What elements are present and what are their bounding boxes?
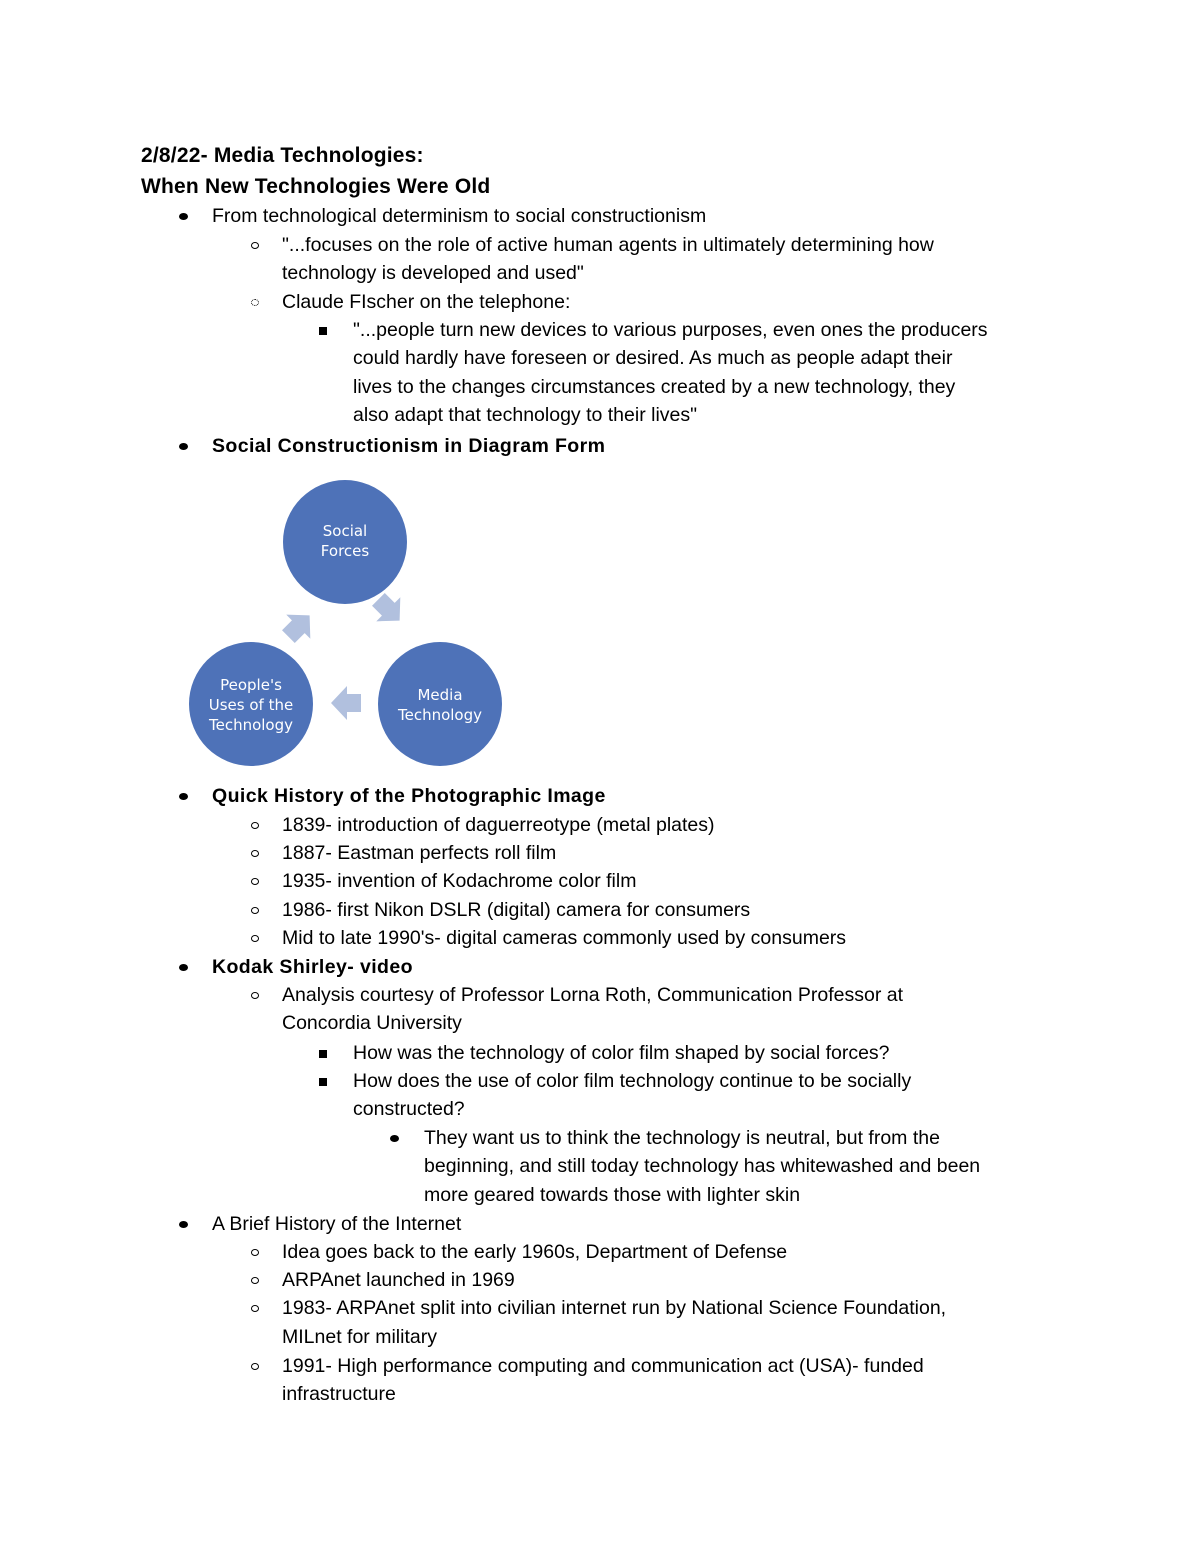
section-heading: Social Constructionism in Diagram Form xyxy=(212,435,606,457)
list-item: 1983- ARPAnet split into civilian internet run by National Science Foundation, xyxy=(282,1297,947,1319)
list-item: ARPAnet launched in 1969 xyxy=(282,1269,515,1291)
bullet-ring-icon xyxy=(251,850,259,857)
list-item: A Brief History of the Internet xyxy=(212,1213,462,1235)
arrow-media-to-peoples xyxy=(331,686,361,720)
bullet-ring-icon xyxy=(251,1305,259,1312)
cycle-diagram xyxy=(180,470,520,780)
page-subtitle: When New Technologies Were Old xyxy=(141,175,491,198)
node-label-line: Uses of the xyxy=(208,696,294,714)
cycle-diagram-svg xyxy=(180,470,520,780)
list-item: Analysis courtesy of Professor Lorna Roth, Communication Professor at xyxy=(282,984,904,1006)
section-heading: Kodak Shirley- video xyxy=(212,956,413,978)
list-item-continuation: infrastructure xyxy=(282,1383,396,1405)
list-item-continuation: lives to the changes circumstances created by a new technology, they xyxy=(353,376,956,398)
bullet-ring-icon xyxy=(251,1277,259,1284)
list-item-continuation: MILnet for military xyxy=(282,1326,437,1348)
list-item: How was the technology of color film shaped by social forces? xyxy=(353,1042,890,1064)
bullet-dot-icon xyxy=(179,964,188,971)
list-item-continuation: constructed? xyxy=(353,1098,465,1120)
list-item: 1887- Eastman perfects roll film xyxy=(282,842,557,864)
page-title-date: 2/8/22- Media Technologies: xyxy=(141,144,424,167)
node-label-line: Media xyxy=(417,686,463,704)
node-label-line: Forces xyxy=(320,542,370,560)
list-item: Claude FIscher on the telephone: xyxy=(282,291,571,313)
bullet-ring-icon xyxy=(251,1363,259,1370)
list-item: From technological determinism to social constructionism xyxy=(212,205,707,227)
bullet-square-icon xyxy=(319,1050,327,1058)
list-item-continuation: Concordia University xyxy=(282,1012,462,1034)
bullet-dot-icon xyxy=(390,1135,399,1142)
list-item: 1839- introduction of daguerreotype (metal plates) xyxy=(282,814,715,836)
bullet-square-icon xyxy=(319,327,327,335)
bullet-square-icon xyxy=(319,1078,327,1086)
list-item: How does the use of color film technology continue to be socially xyxy=(353,1070,912,1092)
bullet-ring-icon xyxy=(251,935,259,942)
list-item-continuation: technology is developed and used" xyxy=(282,262,584,284)
list-item-continuation: could hardly have foreseen or desired. As much as people adapt their xyxy=(353,347,953,369)
node-label-line: People's xyxy=(220,676,282,694)
bullet-dot-icon xyxy=(179,213,188,220)
list-item: 1986- first Nikon DSLR (digital) camera for consumers xyxy=(282,899,751,921)
list-item-continuation: beginning, and still today technology has whitewashed and been xyxy=(424,1155,981,1177)
list-item-continuation: also adapt that technology to their lives" xyxy=(353,404,698,426)
list-item: Idea goes back to the early 1960s, Department of Defense xyxy=(282,1241,788,1263)
bullet-ring-icon xyxy=(251,992,259,999)
node-label-line: Technology xyxy=(397,706,483,724)
bullet-ring-icon xyxy=(251,907,259,914)
section-heading: Quick History of the Photographic Image xyxy=(212,785,606,807)
bullet-ring-icon xyxy=(251,822,259,829)
bullet-dot-icon xyxy=(179,443,188,450)
list-item: Mid to late 1990's- digital cameras commonly used by consumers xyxy=(282,927,847,949)
bullet-ring-icon xyxy=(251,878,259,885)
list-item: 1991- High performance computing and communication act (USA)- funded xyxy=(282,1355,924,1377)
list-item: They want us to think the technology is neutral, but from the xyxy=(424,1127,940,1149)
bullet-ring-icon xyxy=(251,1249,259,1256)
bullet-ring-icon xyxy=(251,242,259,249)
arrow-peoples-to-social xyxy=(276,603,321,648)
list-item: "...focuses on the role of active human agents in ultimately determining how xyxy=(282,234,934,256)
list-item: "...people turn new devices to various purposes, even ones the producers xyxy=(353,319,988,341)
list-item: 1935- invention of Kodachrome color film xyxy=(282,870,637,892)
bullet-ring-icon xyxy=(251,299,259,306)
node-label-line: Technology xyxy=(208,716,294,734)
bullet-dot-icon xyxy=(179,793,188,800)
bullet-dot-icon xyxy=(179,1221,188,1228)
list-item-continuation: more geared towards those with lighter skin xyxy=(424,1184,801,1206)
node-label-line: Social xyxy=(322,522,368,540)
node-media-technology xyxy=(378,642,502,766)
